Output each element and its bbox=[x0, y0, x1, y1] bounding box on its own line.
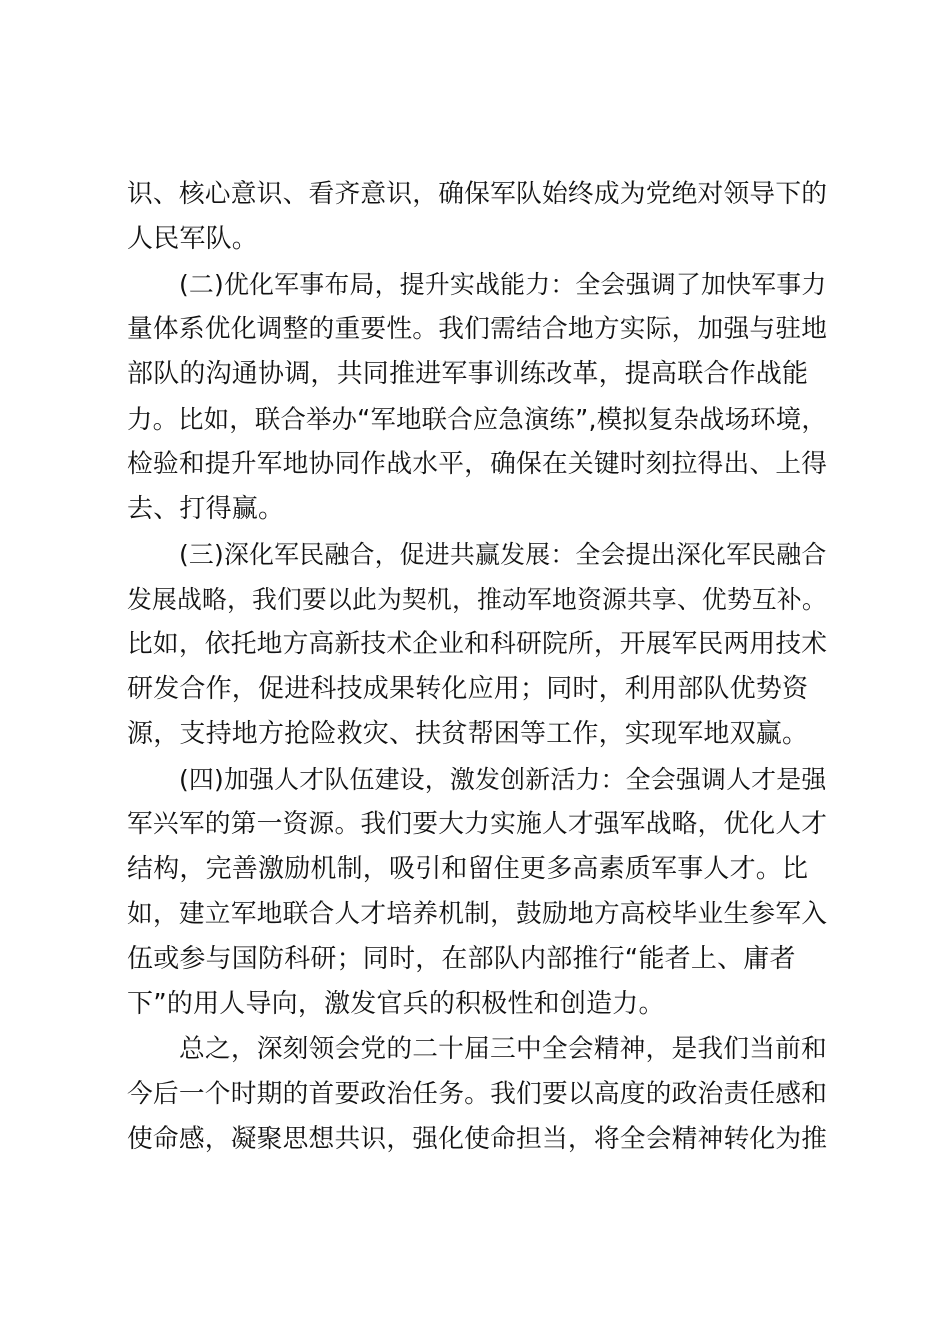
text-line: 力。比如，联合举办“军地联合应急演练”,模拟复杂战场环境， bbox=[127, 404, 827, 434]
text-line: 量体系优化调整的重要性。我们需结合地方实际，加强与驻地 bbox=[127, 314, 828, 344]
text-line: (二)优化军事布局，提升实战能力：全会强调了加快军事力 bbox=[179, 270, 827, 299]
text-line: 伍或参与国防科研；同时，在部队内部推行“能者上、庸者 bbox=[127, 944, 796, 974]
text-line: 使命感，凝聚思想共识，强化使命担当，将全会精神转化为推 bbox=[127, 1124, 828, 1154]
text-line: 源，支持地方抢险救灾、扶贫帮困等工作，实现军地双赢。 bbox=[127, 719, 809, 749]
text-line: 今后一个时期的首要政治任务。我们要以高度的政治责任感和 bbox=[127, 1079, 828, 1109]
text-line: (三)深化军民融合，促进共赢发展：全会提出深化军民融合 bbox=[179, 540, 827, 569]
text-line: 研发合作，促进科技成果转化应用；同时，利用部队优势资 bbox=[127, 674, 809, 704]
body-text bbox=[127, 172, 827, 1162]
text-line: 检验和提升军地协同作战水平，确保在关键时刻拉得出、上得 bbox=[127, 449, 828, 479]
text-line: 军兴军的第一资源。我们要大力实施人才强军战略，优化人才 bbox=[127, 809, 828, 839]
text-line: 发展战略，我们要以此为契机，推动军地资源共享、优势互补。 bbox=[127, 585, 827, 614]
text-line: 比如，依托地方高新技术企业和科研院所，开展军民两用技术 bbox=[127, 629, 828, 659]
text-line: 总之，深刻领会党的二十届三中全会精神，是我们当前和 bbox=[179, 1034, 827, 1064]
text-line: 识、核心意识、看齐意识，确保军队始终成为党绝对领导下的 bbox=[127, 179, 828, 209]
text-line: 部队的沟通协调，共同推进军事训练改革，提高联合作战能 bbox=[127, 359, 809, 389]
text-line: 结构，完善激励机制，吸引和留住更多高素质军事人才。比 bbox=[127, 854, 809, 884]
text-line: 人民军队。 bbox=[127, 224, 259, 254]
text-line: 下”的用人导向，激发官兵的积极性和创造力。 bbox=[127, 989, 665, 1019]
text-line: 去、打得赢。 bbox=[127, 494, 285, 524]
text-line: 如，建立军地联合人才培养机制，鼓励地方高校毕业生参军入 bbox=[127, 899, 828, 929]
text-line: (四)加强人才队伍建设，激发创新活力：全会强调人才是强 bbox=[179, 765, 827, 794]
